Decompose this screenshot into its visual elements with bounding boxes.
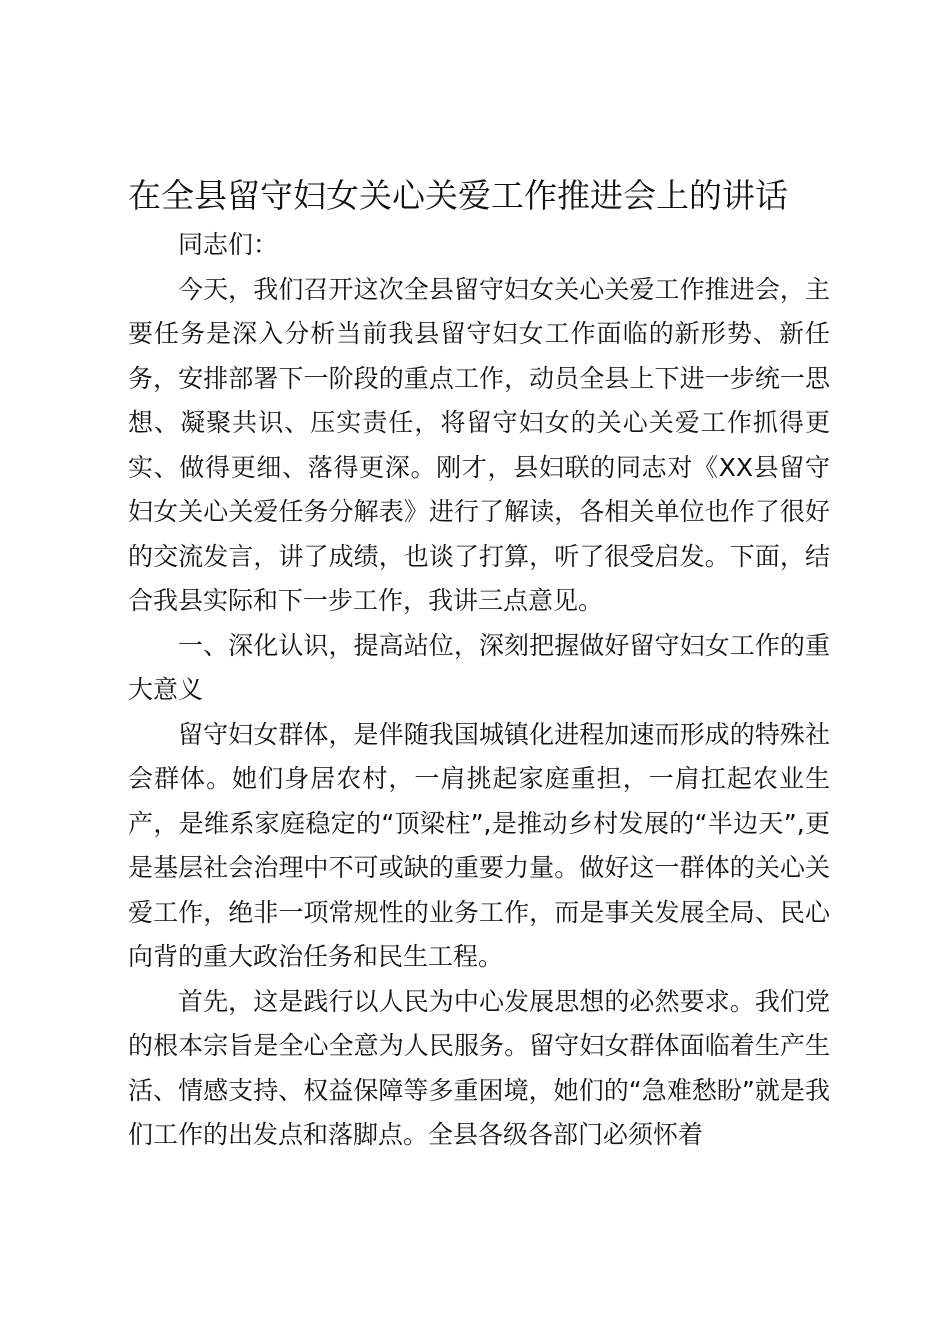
salutation: 同志们： (178, 230, 279, 259)
section-heading-1: 一、深化认识，提高站位，深刻把握做好留守妇女工作的重大意义 (128, 630, 830, 704)
document-title: 在全县留守妇女关心关爱工作推进会上的讲话 (128, 176, 788, 215)
document-body (128, 223, 830, 1158)
paragraph-first-point: 首先，这是践行以人民为中心发展思想的必然要求。我们党的根本宗旨是全心全意为人民服务。留守妇女群体面临着生产生活、情感支持、权益保障等多重困境，她们的“急难愁盼”就是我们工作的出发点和落脚点。全县各级各部门必须怀着 (128, 986, 830, 1149)
paragraph-section-1: 留守妇女群体，是伴随我国城镇化进程加速而形成的特殊社会群体。她们身居农村，一肩挑起家庭重担，一肩扛起农业生产，是维系家庭稳定的“顶梁柱”,是推动乡村发展的“半边天”,更是基层社会治理中不可或缺的重要力量。做好这一群体的关心关爱工作，绝非一项常规性的业务工作，而是事关发展全局、民心向背的重大政治任务和民生工程。 (128, 719, 830, 971)
paragraph-intro: 今天，我们召开这次全县留守妇女关心关爱工作推进会，主要任务是深入分析当前我县留守妇女工作面临的新形势、新任务，安排部署下一阶段的重点工作，动员全县上下进一步统一思想、凝聚共识、压实责任，将留守妇女的关心关爱工作抓得更实、做得更细、落得更深。刚才，县妇联的同志对《XX县留守妇女关心关爱任务分解表》进行了解读，各相关单位也作了很好的交流发言，讲了成绩，也谈了打算，听了很受启发。下面，结合我县实际和下一步工作，我讲三点意见。 (128, 274, 830, 615)
